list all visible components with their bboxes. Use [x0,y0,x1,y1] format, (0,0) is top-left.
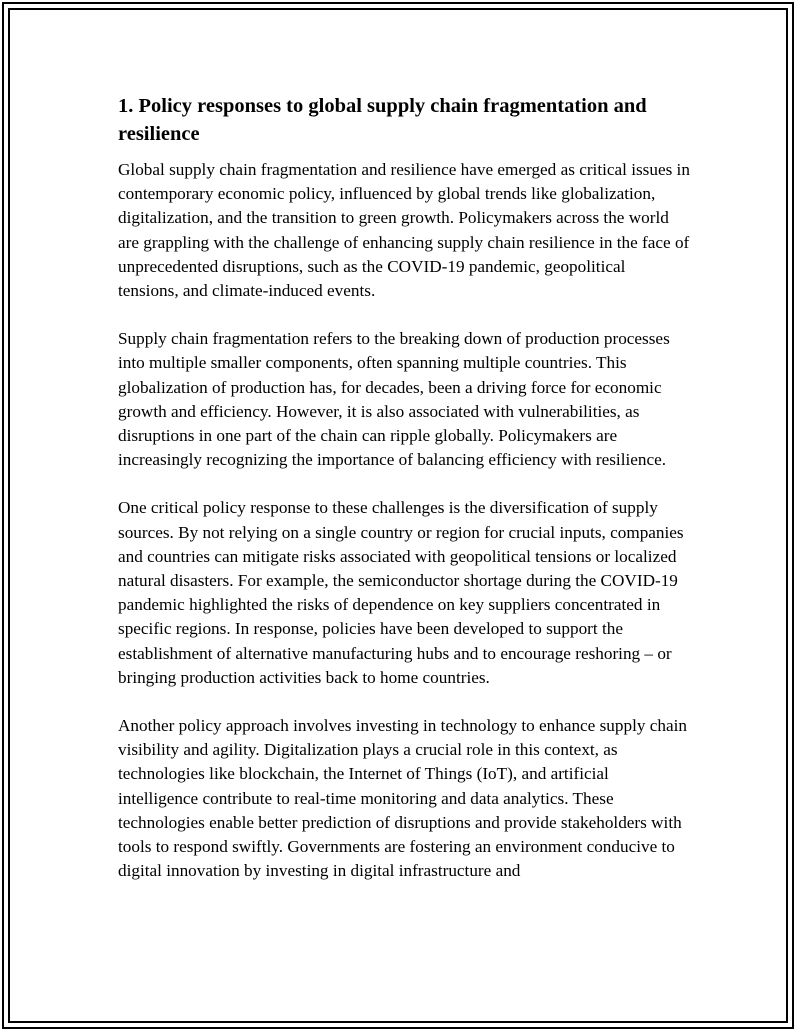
paragraph-3: One critical policy response to these challenges is the diversification of supply sources. By not relying on a single country or region for crucial inputs, companies and countries can mitigate risks associated with geopolitical tensions or localized natural disasters. For example, the semiconductor shortage during the COVID-19 pandemic highlighted the risks of dependence on key suppliers concentrated in specific regions. In response, policies have been developed to support the establishment of alternative manufacturing hubs and to encourage reshoring – or bringing production activities back to home countries. [118,498,684,687]
paragraph-1: Global supply chain fragmentation and resilience have emerged as critical issues in contemporary economic policy, influenced by global trends like globalization, digitalization, and the transition to green growth. Policymakers across the world are grappling with the challenge of enhancing supply chain resilience in the face of unprecedented disruptions, such as the COVID-19 pandemic, geopolitical tensions, and climate-induced events. [118,160,690,301]
section-heading: 1. Policy responses to global supply chain fragmentation and resilience [118,95,647,145]
document-body [118,92,690,907]
paragraph-4: Another policy approach involves investing in technology to enhance supply chain visibility and agility. Digitalization plays a crucial role in this context, as technologies like blockchain, the Internet of Things (IoT), and artificial intelligence contribute to real-time monitoring and data analytics. These technologies enable better prediction of disruptions and provide stakeholders with tools to respond swiftly. Governments are fostering an environment conducive to digital innovation by investing in digital infrastructure and [118,716,687,881]
paragraph-2: Supply chain fragmentation refers to the breaking down of production processes into multiple smaller components, often spanning multiple countries. This globalization of production has, for decades, been a driving force for economic growth and efficiency. However, it is also associated with vulnerabilities, as disruptions in one part of the chain can ripple globally. Policymakers are increasingly recognizing the importance of balancing efficiency with resilience. [118,329,670,470]
